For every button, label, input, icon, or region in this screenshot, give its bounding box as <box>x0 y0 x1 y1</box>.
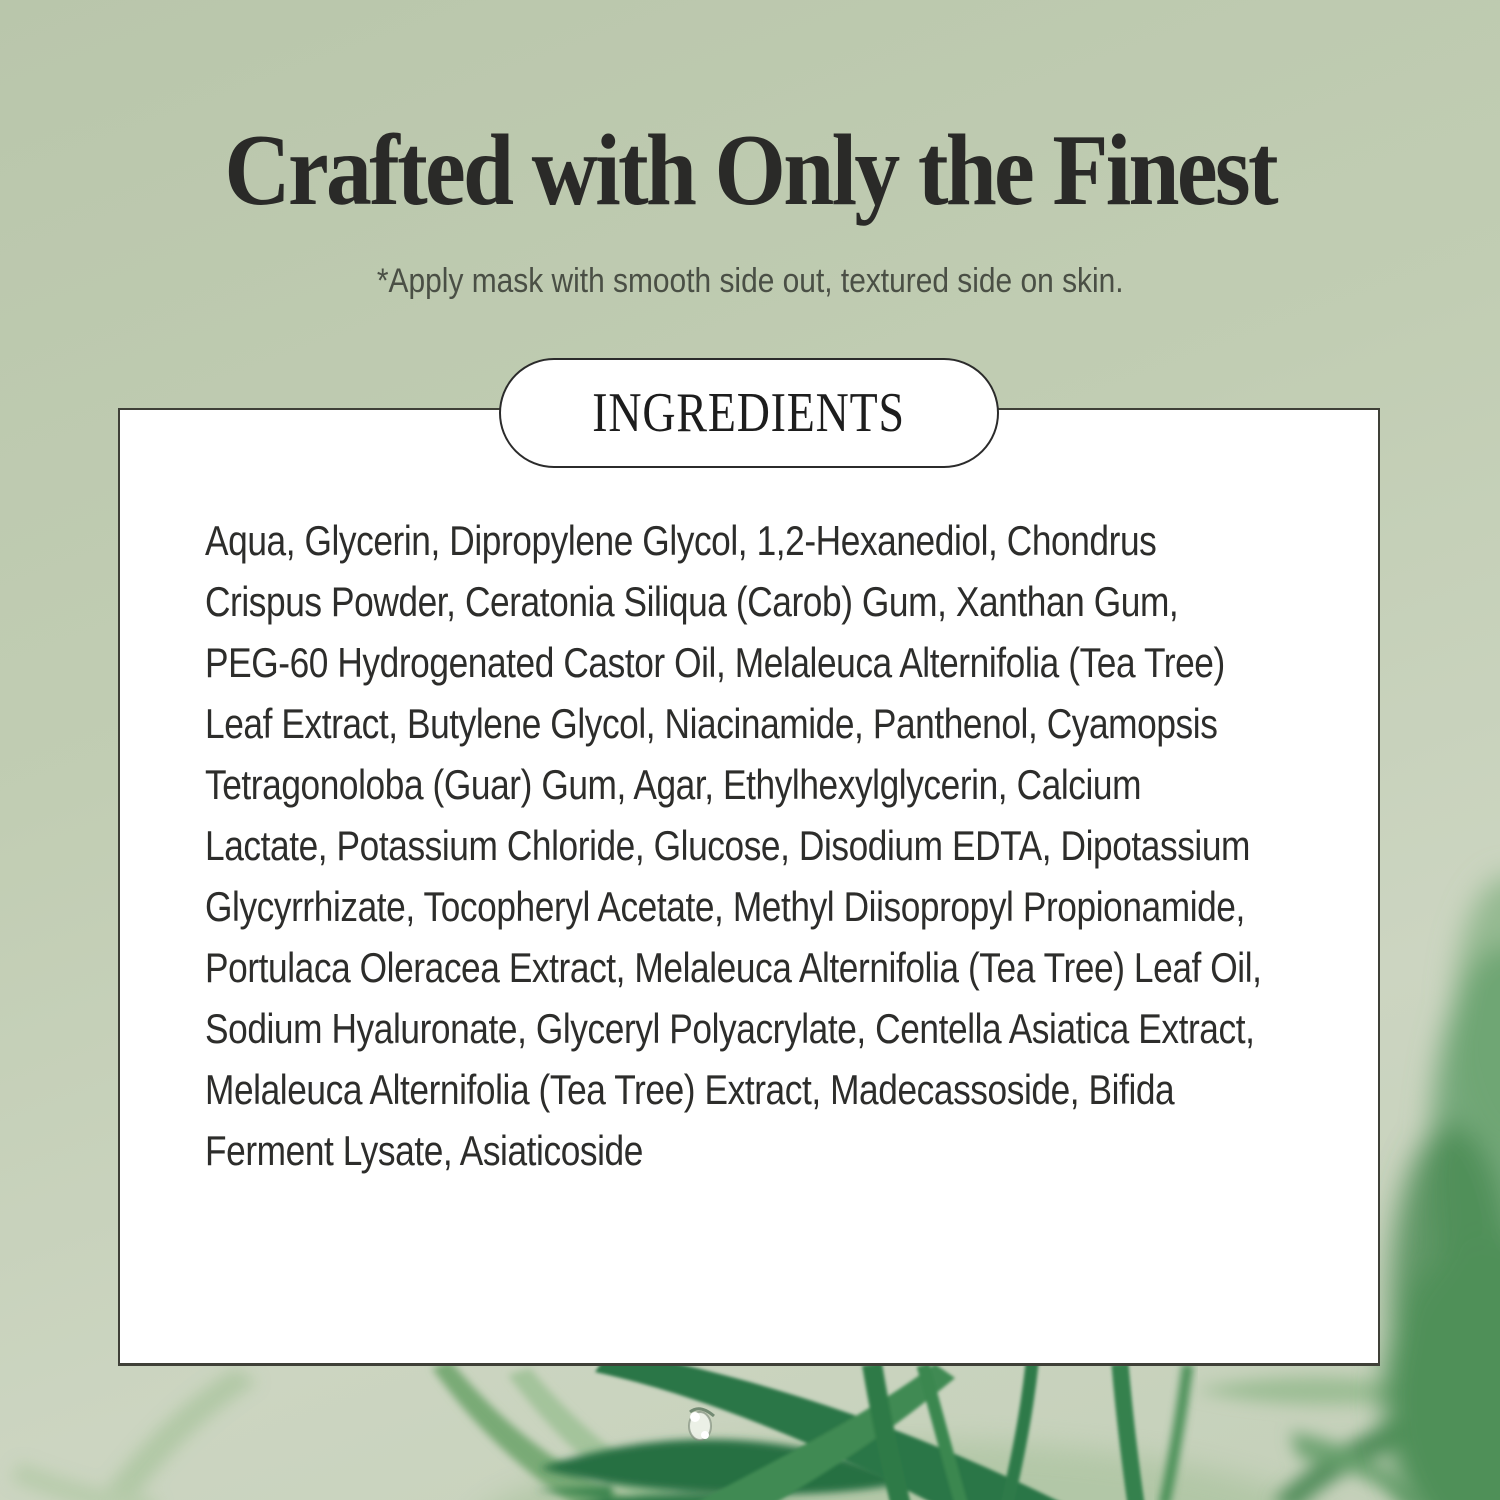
ingredients-line: Ferment Lysate, Asiaticoside <box>205 1127 643 1174</box>
ingredients-badge <box>499 358 999 468</box>
ingredients-badge-label: INGREDIENTS <box>592 382 906 444</box>
ingredients-line: Glycyrrhizate, Tocopheryl Acetate, Methyl Diisopropyl Propionamide, <box>205 883 1245 930</box>
ingredients-line: Tetragonoloba (Guar) Gum, Agar, Ethylhexylglycerin, Calcium <box>205 761 1142 808</box>
ingredients-text <box>205 510 1463 1181</box>
water-droplet <box>689 1409 714 1440</box>
ingredients-line: Leaf Extract, Butylene Glycol, Niacinamide, Panthenol, Cyamopsis <box>205 700 1218 747</box>
page-title <box>0 112 1500 229</box>
ingredients-line: PEG-60 Hydrogenated Castor Oil, Melaleuca Alternifolia (Tea Tree) <box>205 639 1225 686</box>
ingredients-line: Aqua, Glycerin, Dipropylene Glycol, 1,2-Hexanediol, Chondrus <box>205 517 1157 564</box>
ingredients-line: Crispus Powder, Ceratonia Siliqua (Carob) Gum, Xanthan Gum, <box>205 578 1179 625</box>
application-note <box>0 262 1500 301</box>
blurred-leaves-left <box>10 1368 258 1500</box>
application-note-text: *Apply mask with smooth side out, textured side on skin. <box>376 262 1124 300</box>
ingredients-panel <box>118 382 1380 1366</box>
ingredients-line: Melaleuca Alternifolia (Tea Tree) Extract, Madecassoside, Bifida <box>205 1066 1175 1113</box>
ingredients-line: Lactate, Potassium Chloride, Glucose, Disodium EDTA, Dipotassium <box>205 822 1251 869</box>
ingredients-line: Sodium Hyaluronate, Glyceryl Polyacrylate, Centella Asiatica Extract, <box>205 1005 1255 1052</box>
ingredients-line: Portulaca Oleracea Extract, Melaleuca Alternifolia (Tea Tree) Leaf Oil, <box>205 944 1262 991</box>
page-title-text: Crafted with Only the Finest <box>224 114 1276 227</box>
